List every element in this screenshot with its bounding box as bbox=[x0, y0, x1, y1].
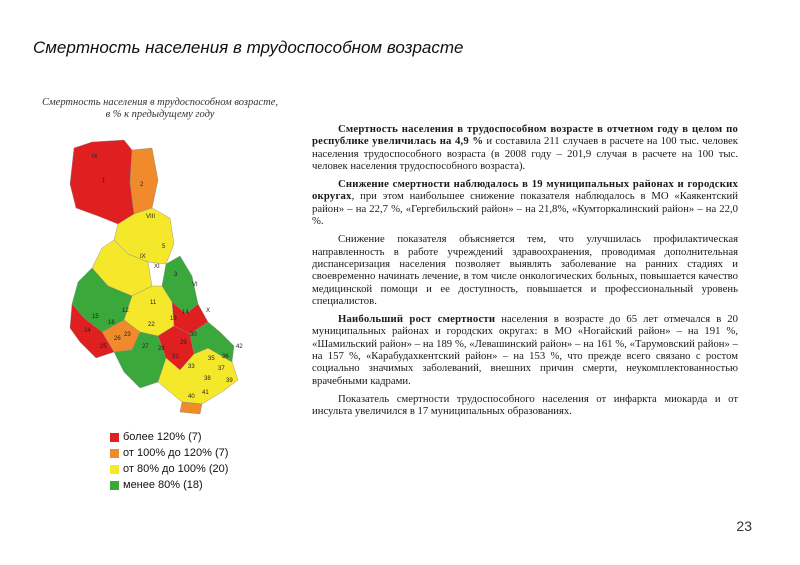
map-label: 31 bbox=[172, 354, 179, 360]
paragraph-4 bbox=[312, 313, 738, 387]
map-label: XI bbox=[154, 264, 160, 270]
map-label: VIII bbox=[146, 214, 156, 220]
legend-item bbox=[110, 461, 228, 477]
map-label: 19 bbox=[170, 316, 177, 322]
map-legend bbox=[110, 429, 228, 493]
map-label: 12 bbox=[122, 308, 129, 314]
paragraph-1-bold: Смертность населения в трудоспособном возрасте в отчетном году в целом по республике увеличилась на 4,9 % bbox=[312, 123, 738, 148]
map-label: 14 bbox=[182, 310, 189, 316]
legend-label: от 80% до 100% (20) bbox=[123, 463, 229, 475]
map-subtitle: Смертность населения в трудоспособном возрасте, в % к предыдущему году bbox=[41, 97, 279, 120]
map-label: 5 bbox=[162, 244, 166, 250]
legend-item bbox=[110, 429, 228, 445]
map-label: 40 bbox=[188, 394, 195, 400]
map-label: 22 bbox=[148, 322, 155, 328]
legend-swatch bbox=[110, 465, 119, 474]
map-label: 39 bbox=[226, 378, 233, 384]
body-text bbox=[312, 123, 738, 424]
legend-label: более 120% (7) bbox=[123, 431, 202, 443]
map-label: 36 bbox=[222, 354, 229, 360]
map-label: 35 bbox=[208, 356, 215, 362]
paragraph-2 bbox=[312, 178, 738, 227]
legend-swatch bbox=[110, 481, 119, 490]
map-region-orange-bottom bbox=[180, 402, 202, 414]
map-label: 30 bbox=[190, 332, 197, 338]
map-label: VI bbox=[192, 282, 198, 288]
paragraph-5: Показатель смертности трудоспособного населения от инфаркта миокарда и от инсульта увеличился в 17 муниципальных образованиях. bbox=[312, 392, 738, 418]
paragraph-1 bbox=[312, 123, 738, 172]
map-label: 42 bbox=[236, 344, 243, 350]
page-title: Смертность населения в трудоспособном возрасте bbox=[33, 38, 464, 57]
map-label: 3 bbox=[174, 272, 178, 278]
map-label: 16 bbox=[108, 320, 115, 326]
paragraph-4-bold: Наибольший рост смертности bbox=[338, 313, 496, 326]
map-label: 38 bbox=[204, 376, 211, 382]
map-label: 1 bbox=[102, 178, 106, 184]
map-label: 23 bbox=[124, 332, 131, 338]
map-label: X bbox=[206, 308, 211, 314]
paragraph-2-rest: , при этом наибольшее снижение показателя наблюдалось в МО «Каякентский район» – на 22,7 %, «Гергебильский район» – на 21,8%, «Кумторкалинский район» – на 22,0 %. bbox=[312, 190, 738, 228]
map-label: 25 bbox=[100, 344, 107, 350]
page-number: 23 bbox=[736, 518, 752, 534]
map-region-orange-1 bbox=[130, 148, 158, 214]
map-label: 37 bbox=[218, 366, 225, 372]
map-label: IX bbox=[92, 154, 98, 160]
map-label: IX bbox=[140, 254, 146, 260]
map-label: 27 bbox=[142, 344, 149, 350]
map-label: 26 bbox=[114, 336, 121, 342]
map-label: 33 bbox=[188, 364, 195, 370]
legend-label: менее 80% (18) bbox=[123, 479, 203, 491]
map-label: 11 bbox=[150, 300, 157, 306]
legend-item bbox=[110, 445, 228, 461]
region-map bbox=[62, 136, 252, 416]
legend-item bbox=[110, 477, 228, 493]
region-map-svg bbox=[62, 136, 252, 416]
paragraph-4-rest: населения в возрасте до 65 лет отмечался в 20 муниципальных районах и городских округах: в МО «Ногайский район» – на 191 %, «Шамильский район» – на 189 %, «Левашинский район» – на 161 %, «Тарумовский район» – на 157 %, «Карабудахкентский район» – на 153 %, что прежде всего связано с ростом социально значимых заболеваний, внешних причин смерти, неукомплектованностью врачебными кадрами. bbox=[312, 313, 738, 387]
map-label: 24 bbox=[84, 328, 91, 334]
legend-label: от 100% до 120% (7) bbox=[123, 447, 229, 459]
map-label: 15 bbox=[92, 314, 99, 320]
paragraph-3: Снижение показателя объясняется тем, что улучшилась профилактическая направленность в работе учреждений здравоохранения, проводимая дополнительная диспансеризация населения позволяет выявлять заболевание на ранних стадиях и своевременно начинать лечение, в том числе онкологических больных, повышается качество медицинской помощи и ее доступность, повышается и профессиональный уровень специалистов. bbox=[312, 233, 738, 307]
map-label: 41 bbox=[202, 390, 209, 396]
paragraph-2-bold: Снижение смертности наблюдалось в 19 муниципальных районах и городских округах bbox=[312, 178, 738, 203]
map-label: 2 bbox=[140, 182, 144, 188]
map-label: 29 bbox=[180, 340, 187, 346]
map-label: 28 bbox=[158, 346, 165, 352]
legend-swatch bbox=[110, 433, 119, 442]
paragraph-1-rest: и составила 211 случаев в расчете на 100 тыс. человек населения трудоспособного возраста (в 2008 году – 201,9 случая в расчете на 100 тыс. человек населения трудоспособного возраста). bbox=[312, 135, 738, 172]
legend-swatch bbox=[110, 449, 119, 458]
